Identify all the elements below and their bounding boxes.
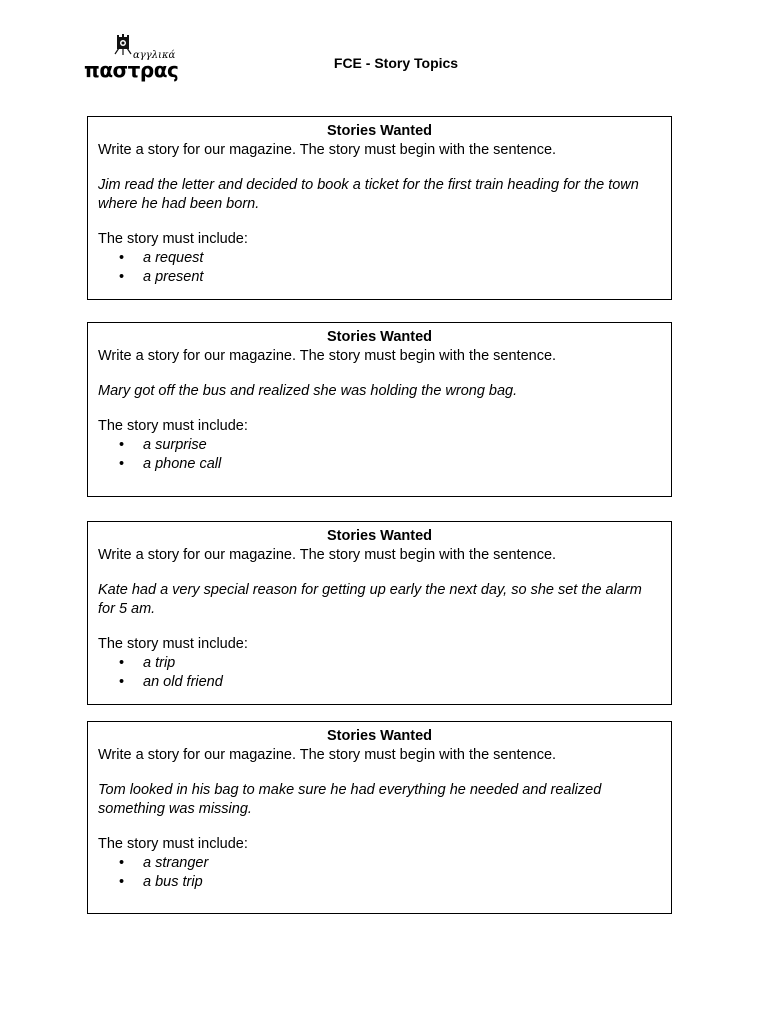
bullet-icon: • <box>119 250 125 266</box>
publisher-logo <box>84 34 179 84</box>
story-card-instruction: Write a story for our magazine. The story must begin with the sentence. <box>98 547 557 563</box>
story-card <box>87 116 672 300</box>
bullet-icon: • <box>119 456 125 472</box>
list-item <box>98 455 661 474</box>
story-card-opening-sentence: Kate had a very special reason for getting up early the next day, so she set the alarm for 5 am. <box>98 582 642 617</box>
story-card <box>87 721 672 914</box>
bullet-icon: • <box>119 655 125 671</box>
page-title: FCE - Story Topics <box>333 55 459 71</box>
list-item <box>98 654 661 673</box>
requirement-text: a request <box>143 250 204 266</box>
bullet-icon: • <box>119 874 125 890</box>
requirement-text: an old friend <box>143 674 223 690</box>
story-card-opening-sentence: Mary got off the bus and realized she was holding the wrong bag. <box>98 383 518 399</box>
requirement-text: a present <box>143 269 204 285</box>
requirement-text: a stranger <box>143 855 209 871</box>
story-card <box>87 521 672 705</box>
list-item <box>98 249 661 268</box>
list-item <box>98 268 661 287</box>
list-item <box>98 673 661 692</box>
story-card-heading: Stories Wanted <box>326 728 432 744</box>
crest-icon <box>112 34 134 56</box>
story-card-instruction: Write a story for our magazine. The story must begin with the sentence. <box>98 142 557 158</box>
story-card-opening-sentence: Jim read the letter and decided to book a ticket for the first train heading for the town where he had been born. <box>98 177 639 212</box>
bullet-icon: • <box>119 855 125 871</box>
bullet-icon: • <box>119 674 125 690</box>
bullet-icon: • <box>119 269 125 285</box>
requirement-text: a trip <box>143 655 176 671</box>
story-card-include-label: The story must include: <box>98 231 248 247</box>
story-card <box>87 322 672 497</box>
story-card-requirements <box>98 854 661 892</box>
bullet-icon: • <box>119 437 125 453</box>
requirement-text: a phone call <box>143 456 222 472</box>
story-card-instruction: Write a story for our magazine. The story must begin with the sentence. <box>98 747 557 763</box>
story-card-requirements <box>98 436 661 474</box>
list-item <box>98 436 661 455</box>
story-card-requirements <box>98 654 661 692</box>
story-card-instruction: Write a story for our magazine. The story must begin with the sentence. <box>98 348 557 364</box>
story-card-opening-sentence: Tom looked in his bag to make sure he had everything he needed and realized something was missing. <box>98 782 602 817</box>
story-card-include-label: The story must include: <box>98 636 248 652</box>
logo-wordmark: παστρας <box>84 58 179 82</box>
list-item <box>98 854 661 873</box>
list-item <box>98 873 661 892</box>
story-card-heading: Stories Wanted <box>326 528 432 544</box>
requirement-text: a bus trip <box>143 874 203 890</box>
story-card-include-label: The story must include: <box>98 836 248 852</box>
story-card-include-label: The story must include: <box>98 418 248 434</box>
story-card-requirements <box>98 249 661 287</box>
logo-tagline: αγγλικά <box>133 50 176 61</box>
story-card-heading: Stories Wanted <box>326 123 432 139</box>
story-card-heading: Stories Wanted <box>326 329 432 345</box>
requirement-text: a surprise <box>143 437 207 453</box>
